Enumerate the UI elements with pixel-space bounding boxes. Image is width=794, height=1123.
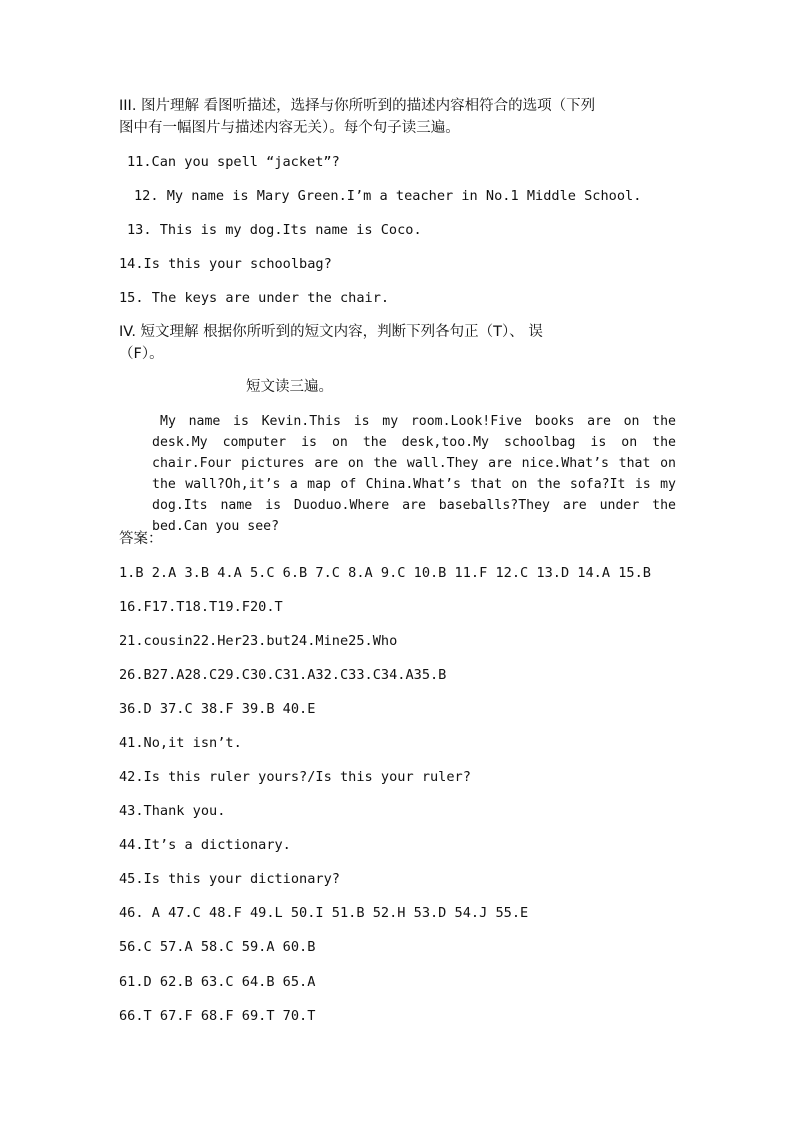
- answer-line: 42.Is this ruler yours?/Is this your ruler?: [119, 769, 471, 785]
- section-3-heading-line-1: III. 图片理解 看图听描述，选择与你所听到的描述内容相符合的选项（下列: [119, 98, 596, 114]
- answer-line: 44.It’s a dictionary.: [119, 837, 291, 853]
- answer-line: 43.Thank you.: [119, 803, 226, 819]
- answer-line: 66.T 67.F 68.F 69.T 70.T: [119, 1008, 316, 1024]
- answer-line: 16.F17.T18.T19.F20.T: [119, 599, 283, 615]
- answers-label: 答案：: [119, 531, 163, 547]
- question-13: 13. This is my dog.Its name is Coco.: [127, 222, 422, 238]
- question-14: 14.Is this your schoolbag?: [119, 256, 332, 272]
- answer-line: 26.B27.A28.C29.C30.C31.A32.C33.C34.A35.B: [119, 667, 447, 683]
- answer-line: 56.C 57.A 58.C 59.A 60.B: [119, 939, 316, 955]
- answer-line: 61.D 62.B 63.C 64.B 65.A: [119, 974, 316, 990]
- section-4-subheading: 短文读三遍。: [246, 379, 333, 395]
- answer-line: 1.B 2.A 3.B 4.A 5.C 6.B 7.C 8.A 9.C 10.B 11.F 12.C 13.D 14.A 15.B: [119, 565, 651, 581]
- answer-line: 45.Is this your dictionary?: [119, 871, 340, 887]
- section-4-heading-line-2: （F）。: [119, 346, 164, 362]
- answer-line: 46. A 47.C 48.F 49.L 50.I 51.B 52.H 53.D 54.J 55.E: [119, 905, 529, 921]
- listening-passage: My name is Kevin.This is my room.Look!Five books are on the desk.My computer is on the desk,too.My schoolbag is on the chair.Four pictures are on the wall.They are nice.What’s that on the wall?Oh,it’s a map of China.What’s that on the sofa?It is my dog.Its name is Duoduo.Where are baseballs?They are under the bed.Can you see?: [152, 414, 676, 534]
- question-11: 11.Can you spell “jacket”?: [127, 154, 340, 170]
- answer-line: 36.D 37.C 38.F 39.B 40.E: [119, 701, 316, 717]
- section-4-heading-line-1: IV. 短文理解 根据你所听到的短文内容，判断下列各句正（T）、 误: [119, 324, 543, 340]
- question-12: 12. My name is Mary Green.I’m a teacher in No.1 Middle School.: [134, 188, 642, 204]
- answer-line: 21.cousin22.Her23.but24.Mine25.Who: [119, 633, 398, 649]
- question-15: 15. The keys are under the chair.: [119, 290, 390, 306]
- section-3-heading-line-2: 图中有一幅图片与描述内容无关）。每个句子读三遍。: [119, 120, 460, 136]
- answer-line: 41.No,it isn’t.: [119, 735, 242, 751]
